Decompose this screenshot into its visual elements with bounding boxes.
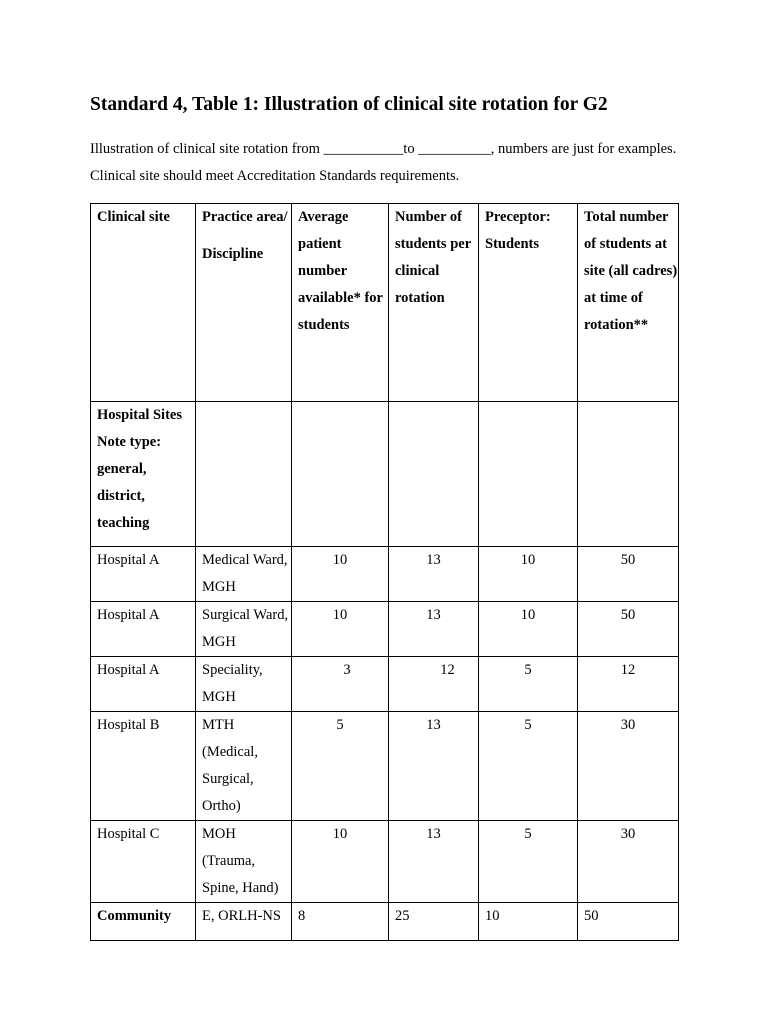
page-title: Standard 4, Table 1: Illustration of clinical site rotation for G2 — [90, 94, 608, 115]
empty-cell — [292, 402, 389, 547]
total-cell: 12 — [578, 657, 679, 712]
preceptor-cell: 5 — [479, 657, 578, 712]
avg-cell: 8 — [292, 903, 389, 941]
header-discipline-label: Discipline — [202, 246, 264, 262]
avg-cell: 10 — [292, 602, 389, 657]
site-cell: Hospital A — [91, 547, 196, 602]
preceptor-cell: 5 — [479, 821, 578, 903]
header-total: Total number of students at site (all cadres) at time of rotation** — [578, 204, 679, 402]
num-cell: 12 — [389, 657, 479, 712]
area-cell: MOH (Trauma, Spine, Hand) — [196, 821, 292, 903]
table-row-community — [91, 903, 679, 941]
num-cell: 13 — [389, 821, 479, 903]
num-cell: 13 — [389, 547, 479, 602]
header-clinical-site: Clinical site — [91, 204, 196, 402]
header-row — [91, 204, 679, 402]
header-num-students: Number of students per clinical rotation — [389, 204, 479, 402]
header-avg-patient: Average patient number available* for students — [292, 204, 389, 402]
empty-cell — [389, 402, 479, 547]
num-cell: 13 — [389, 712, 479, 821]
table-row — [91, 602, 679, 657]
avg-cell: 5 — [292, 712, 389, 821]
total-cell: 50 — [578, 602, 679, 657]
site-cell: Hospital C — [91, 821, 196, 903]
area-cell: Speciality, MGH — [196, 657, 292, 712]
header-preceptor: Preceptor: Students — [479, 204, 578, 402]
table-row — [91, 547, 679, 602]
site-cell: Hospital A — [91, 602, 196, 657]
site-cell: Community — [91, 903, 196, 941]
total-cell: 30 — [578, 821, 679, 903]
total-cell: 50 — [578, 547, 679, 602]
num-cell: 13 — [389, 602, 479, 657]
table-row — [91, 712, 679, 821]
table-row — [91, 821, 679, 903]
intro-paragraph: Illustration of clinical site rotation from ___________to __________, numbers are just for examples. Clinical site should meet Accreditation Standards requirements. — [90, 141, 677, 184]
preceptor-cell: 10 — [479, 602, 578, 657]
total-cell: 50 — [578, 903, 679, 941]
empty-cell — [479, 402, 578, 547]
section-hospital-label: Hospital Sites Note type: general, district, teaching — [91, 402, 196, 547]
site-cell: Hospital B — [91, 712, 196, 821]
preceptor-cell: 5 — [479, 712, 578, 821]
preceptor-cell: 10 — [479, 903, 578, 941]
rotation-table — [90, 203, 679, 941]
area-cell: E, ORLH-NS — [196, 903, 292, 941]
header-practice-area-label: Practice area/ — [202, 209, 288, 225]
empty-cell — [578, 402, 679, 547]
num-cell: 25 — [389, 903, 479, 941]
total-cell: 30 — [578, 712, 679, 821]
section-row-hospital — [91, 402, 679, 547]
empty-cell — [196, 402, 292, 547]
site-cell: Hospital A — [91, 657, 196, 712]
header-practice-area — [196, 204, 292, 402]
avg-cell: 10 — [292, 547, 389, 602]
avg-cell: 3 — [292, 657, 389, 712]
area-cell: Medical Ward, MGH — [196, 547, 292, 602]
table-row — [91, 657, 679, 712]
area-cell: MTH (Medical, Surgical, Ortho) — [196, 712, 292, 821]
preceptor-cell: 10 — [479, 547, 578, 602]
area-cell: Surgical Ward, MGH — [196, 602, 292, 657]
avg-cell: 10 — [292, 821, 389, 903]
